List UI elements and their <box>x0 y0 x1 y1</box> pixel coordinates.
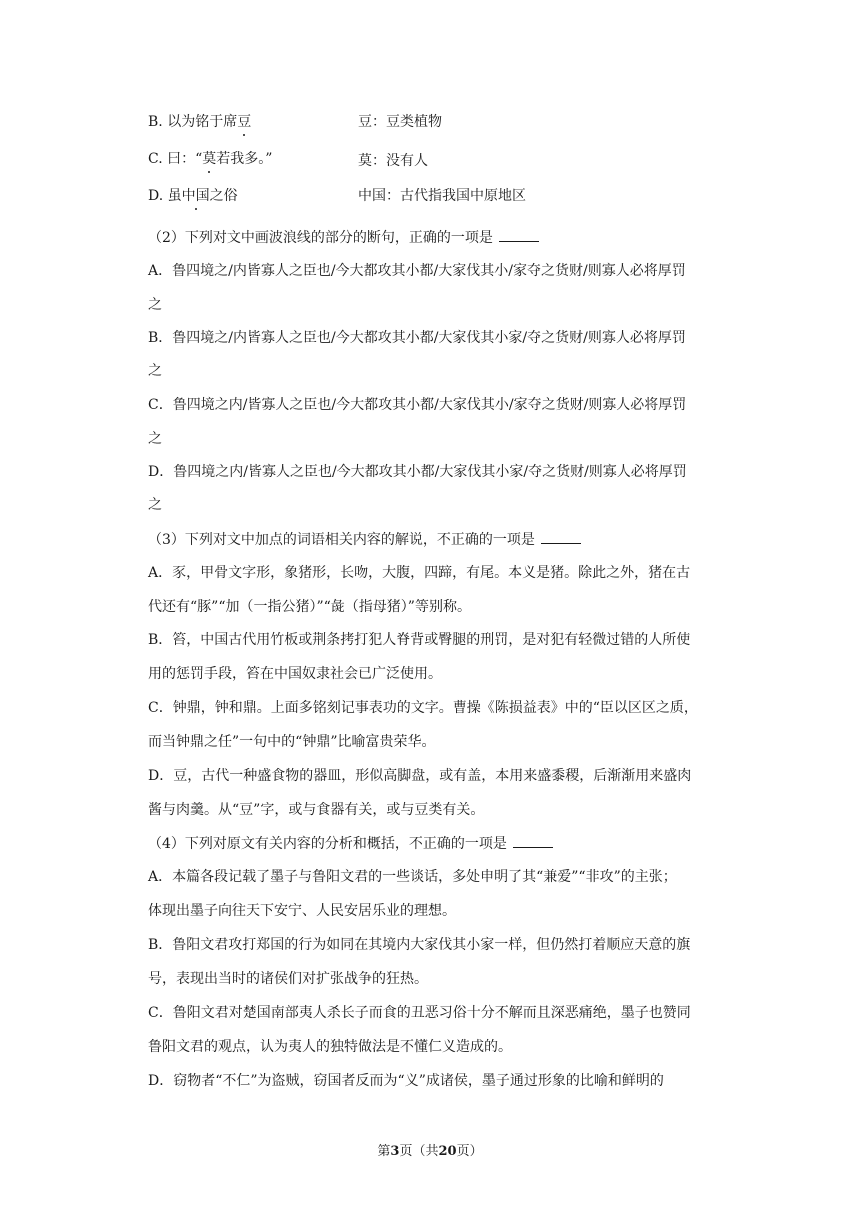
q3-option-c-line2: 而当钟鼎之任”一句中的“钟鼎”比喻富贵荣华。 <box>148 734 436 750</box>
dotted-word: 中国 <box>181 188 210 204</box>
option-text-post: 之俗 <box>209 188 238 204</box>
q4-option-b-line2: 号，表现出当时的诸侯们对扩张战争的狂热。 <box>148 971 428 987</box>
q4-option-a-line2: 体现出墨子向往天下安宁、人民安居乐业的理想。 <box>148 903 456 919</box>
q4-option-c-line2: 鲁阳文君的观点，认为夷人的独特做法是不懂仁义造成的。 <box>148 1039 512 1055</box>
option-gloss: 莫：没有人 <box>358 153 428 169</box>
q2-option-a-line1: A．鲁四境之/内皆寡人之臣也/今大都攻其小都/大家伐其小/家夺之货财/则寡人必将厚罚 <box>148 263 686 279</box>
page-footer: 第3页（共20页） <box>377 1144 483 1159</box>
page-number: 3 <box>390 1144 400 1159</box>
q2-option-d-line2: 之 <box>148 497 162 513</box>
q4-option-b-line1: B．鲁阳文君攻打郑国的行为如同在其境内大家伐其小家一样，但仍然打着顺应天意的旗 <box>148 937 691 953</box>
question-3-stem: （3）下列对文中加点的词语相关内容的解说，不正确的一项是 <box>148 529 581 550</box>
q4-option-a-line1: A．本篇各段记载了墨子与鲁阳文君的一些谈话，多处申明了其“兼爱”“非攻”的主张； <box>148 869 677 885</box>
q3-option-b-line1: B．笞，中国古代用竹板或荆条拷打犯人脊背或臀腿的刑罚，是对犯有轻微过错的人所使 <box>148 632 691 648</box>
q3-option-a-line1: A．豕，甲骨文字形，象猪形，长吻，大腹，四蹄，有尾。本义是猪。除此之外，猪在古 <box>148 565 691 581</box>
q2-option-c-line2: 之 <box>148 431 162 447</box>
question-2-stem: （2）下列对文中画波浪线的部分的断句，正确的一项是 <box>148 227 539 248</box>
option-gloss: 豆：豆类植物 <box>358 114 442 130</box>
q3-option-d-line1: D．豆，古代一种盛食物的器皿，形似高脚盘，或有盖，本用来盛黍稷，后渐渐用来盛肉 <box>148 768 692 784</box>
q2-option-a-line2: 之 <box>148 297 162 313</box>
dotted-word: 豆 <box>237 114 252 130</box>
option-text: 虽 <box>167 188 182 204</box>
question-4-stem: （4）下列对原文有关内容的分析和概括，不正确的一项是 <box>148 833 553 854</box>
option-text: 以为铭于席 <box>167 114 238 130</box>
q3-option-b-line2: 用的惩罚手段，笞在中国奴隶社会已广泛使用。 <box>148 666 442 682</box>
q3-option-a-line2: 代还有“豚”“加（一指公猪）”“彘（指母猪）”等别称。 <box>148 599 471 615</box>
dotted-word: 莫 <box>202 151 217 167</box>
option-letter: C. <box>148 151 163 167</box>
q3-option-c-line1: C．钟鼎，钟和鼎。上面多铭刻记事表功的文字。曹操《陈损益表》中的“臣以区区之质， <box>148 700 698 716</box>
q2-option-b-line2: 之 <box>148 363 162 379</box>
q2-option-b-line1: B．鲁四境之/内皆寡人之臣也/今大都攻其小都/大家伐其小家/夺之货财/则寡人必将厚罚 <box>148 330 686 346</box>
option-text-post: 若我多。” <box>216 151 273 167</box>
option-letter: D. <box>148 188 164 204</box>
q4-option-c-line1: C．鲁阳文君对楚国南部夷人杀长子而食的丑恶习俗十分不解而且深恶痛绝，墨子也赞同 <box>148 1005 691 1021</box>
answer-blank <box>499 227 539 242</box>
total-pages: 20 <box>438 1144 457 1159</box>
q2-option-d-line1: D．鲁四境之内/皆寡人之臣也/今大都攻其小都/大家伐其小家/夺之货财/则寡人必将厚罚 <box>148 464 687 480</box>
option-letter: B. <box>148 114 163 130</box>
q4-option-d-line1: D．窃物者“不仁”为盗贼，窃国者反而为“义”成诸侯，墨子通过形象的比喻和鲜明的 <box>148 1073 664 1089</box>
q2-option-c-line1: C．鲁四境之内/皆寡人之臣也/今大都攻其小都/大家伐其小/家夺之货财/则寡人必将厚罚 <box>148 397 687 413</box>
answer-blank <box>541 529 581 544</box>
answer-blank <box>513 833 553 848</box>
q3-option-d-line2: 酱与肉羹。从“豆”字，或与食器有关，或与豆类有关。 <box>148 802 485 818</box>
option-text: 曰：“ <box>167 151 203 167</box>
option-gloss: 中国：古代指我国中原地区 <box>358 188 526 204</box>
